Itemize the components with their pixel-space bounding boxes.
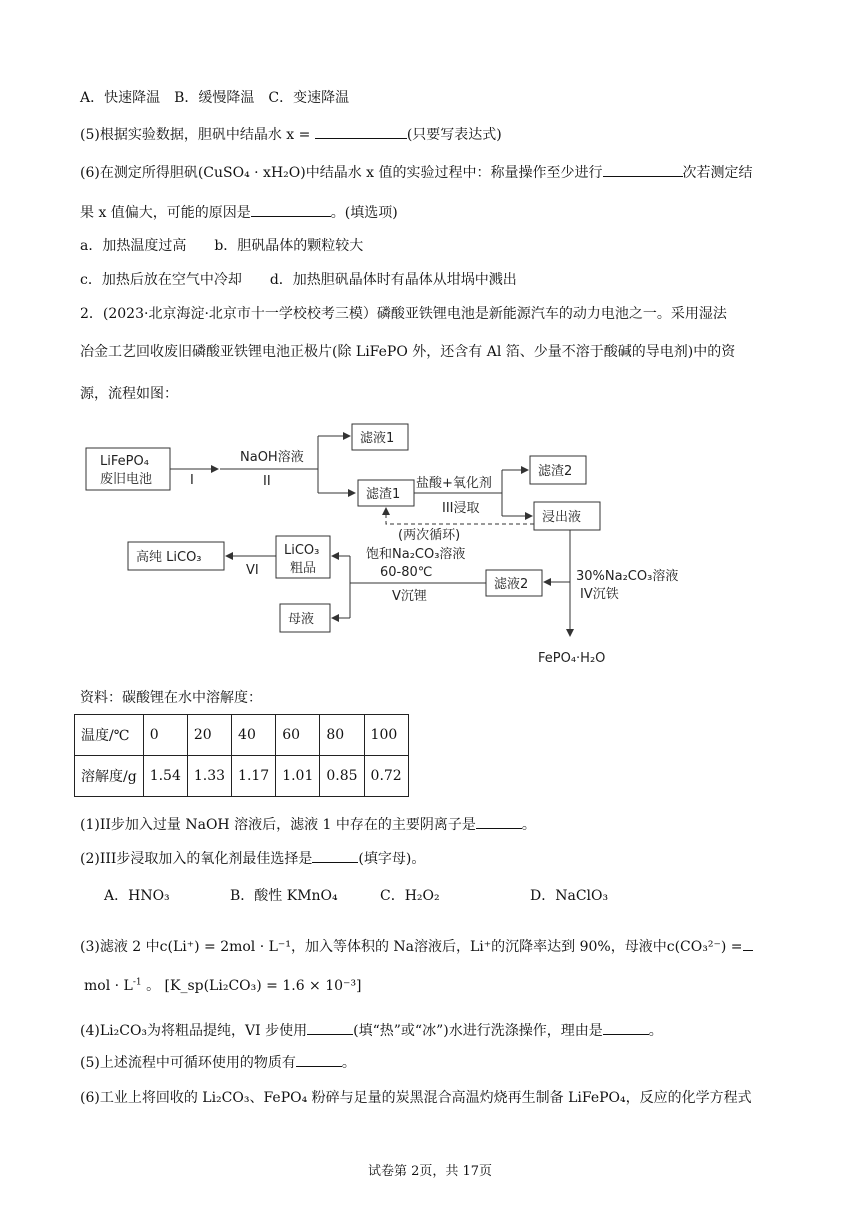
q6-text-b: )中结晶水 x 值的实验过程中：称量操作至少进行: [300, 165, 603, 181]
q4-text-b: (填“热”或“冰”)水进行洗涤操作，理由是: [353, 1023, 603, 1039]
q2-end: (填字母)。: [358, 851, 426, 867]
naoh-label: NaOH溶液: [240, 450, 304, 465]
q3-text-c: 溶液后，: [414, 939, 470, 955]
q4-end: 。: [648, 1023, 663, 1039]
q2-text: (2)III步浸取加入的氧化剂最佳选择是: [80, 851, 313, 867]
question-6-cont: [80, 202, 398, 223]
step5-label: V沉锂: [392, 589, 427, 604]
table-cell: 0.72: [364, 756, 408, 797]
table-cell: 80: [320, 715, 364, 756]
table-cell: 40: [232, 715, 276, 756]
subq-4: [80, 1020, 663, 1041]
answer-blank[interactable]: [251, 202, 331, 217]
step4-label: IV沉铁: [580, 587, 619, 602]
answer-blank[interactable]: [476, 814, 522, 829]
q6-text-d: 果 x 值偏大，可能的原因是: [80, 205, 251, 221]
subq-1: [80, 814, 536, 835]
subq-2: [80, 848, 425, 869]
question-2-intro-2: [80, 342, 735, 362]
choice-ab: a．加热温度过高 b．胆矾晶体的颗粒较大: [80, 238, 364, 254]
answer-blank[interactable]: [603, 162, 683, 177]
mother-label: 母液: [288, 612, 315, 627]
filtrate2-label: 滤液2: [494, 577, 529, 592]
table-cell: 1.01: [276, 756, 320, 797]
step6-label: VI: [246, 563, 259, 578]
table-cell: 溶解度/g: [75, 756, 144, 797]
option-b[interactable]: B．酸性 KMnO₄: [230, 888, 338, 904]
residue2-label: 滤渣2: [538, 464, 573, 479]
step1-label: I: [190, 473, 194, 488]
subq-3: [80, 936, 753, 957]
table-cell: 温度/℃: [75, 715, 144, 756]
q3-text-b: ，加入等体积的 Na: [290, 939, 414, 955]
fepo4-label: FePO₄·H₂O: [538, 651, 606, 666]
cycle-label: (两次循环): [398, 528, 461, 543]
answer-blank[interactable]: [296, 1052, 342, 1067]
answer-blank[interactable]: [743, 936, 753, 951]
table-row: [75, 715, 409, 756]
formula-ksp: [K_sp(Li₂CO₃) = 1.6 × 10⁻³]: [164, 978, 362, 994]
crude-label-1: LiCO₃: [284, 543, 320, 558]
table-cell: 1.54: [143, 756, 187, 797]
formula-li: Li⁺: [470, 939, 492, 955]
q5-end: 。: [341, 1055, 356, 1071]
subq-2-options: [104, 886, 608, 906]
q5-text: (5)上述流程中可循环使用的物质有: [80, 1055, 296, 1071]
filtrate1-label: 滤液1: [360, 431, 395, 446]
sat-label: 饱和Na₂CO₃溶液: [366, 547, 466, 562]
q1-text: (1)II步加入过量 NaOH 溶液后，滤液 1 中存在的主要阴离子是: [80, 817, 476, 833]
subq-3-cont: mol · $L^{-1}$ 。 [K_sp(Li₂CO₃) = 1.6 × 10⁻³]: [84, 977, 362, 994]
question-2-intro-3: 源，流程如图：: [80, 386, 178, 402]
na2co3-label: 30%Na₂CO₃溶液: [576, 569, 679, 584]
table-cell: 1.17: [232, 756, 276, 797]
process-flowchart: [80, 408, 720, 670]
table-cell: 60: [276, 715, 320, 756]
subq-5: [80, 1052, 356, 1073]
residue1-label: 滤渣1: [366, 487, 401, 502]
acid-label: 盐酸+氧化剂: [416, 476, 492, 491]
choice-cd: c．加热后放在空气中冷却 d．加热胆矾晶体时有晶体从坩埚中溅出: [80, 272, 517, 288]
lifepo4-label: LiFePO₄: [100, 454, 149, 469]
table-cell: 0: [143, 715, 187, 756]
formula-cco3: c(CO₃²⁻) =: [666, 939, 743, 955]
step3-label: III浸取: [442, 501, 480, 516]
table-cell: 20: [187, 715, 231, 756]
subq-6: (6)工业上将回收的 Li₂CO₃、FePO₄ 粉碎与足量的炭黑混合高温灼烧再生制备 LiFePO₄，反应的化学方程式: [80, 1090, 752, 1106]
q6-text-e: 。(填选项): [330, 205, 398, 221]
answer-blank[interactable]: [307, 1020, 353, 1035]
question-2-intro: 2．(2023·北京海淀·北京市十一学校校考三模）磷酸亚铁锂电池是新能源汽车的动力电池之一。采用湿法: [80, 306, 727, 322]
table-cell: 1.33: [187, 756, 231, 797]
question-6: [80, 162, 753, 183]
intro-text-a: 冶金工艺回收废旧磷酸亚铁锂电池正极片(除 LiFePO: [80, 344, 408, 360]
crude-label-2: 粗品: [290, 561, 317, 576]
q3-unit: mol · L: [84, 978, 133, 994]
answer-blank[interactable]: [315, 124, 407, 139]
question-5: [80, 124, 502, 145]
table-cell: 0.85: [320, 756, 364, 797]
q4-text-a: 为将粗品提纯，VI 步使用: [147, 1023, 308, 1039]
option-a[interactable]: A．HNO₃: [104, 888, 170, 904]
answer-blank[interactable]: [603, 1020, 649, 1035]
formula-cli: c(Li⁺) = 2mol · L⁻¹: [159, 939, 291, 955]
formula-cuso4: CuSO₄ · xH₂O: [203, 165, 301, 181]
table-cell: 100: [364, 715, 408, 756]
q1-end: 。: [521, 817, 536, 833]
q6-text-c: 次若测定结: [682, 165, 753, 181]
answer-blank[interactable]: [312, 848, 358, 863]
data-intro: 资料：碳酸锂在水中溶解度：: [80, 690, 262, 706]
option-c[interactable]: C．H₂O₂: [380, 888, 440, 904]
q3-text-d: 的沉降率达到 90%，母液中: [491, 939, 667, 955]
formula-li2co3: Li₂CO₃: [99, 1023, 148, 1039]
page-footer: 试卷第 2页，共 17页: [367, 1164, 493, 1179]
leach-label: 浸出液: [542, 510, 582, 525]
q5-note: (只要写表达式): [406, 127, 502, 143]
intro-text-b: 外，还含有 Al 箔、少量不溶于酸碱的导电剂)中的资: [407, 344, 736, 360]
q6-text-a: (6)在测定所得胆矾(: [80, 165, 204, 181]
q5-text: (5)根据实验数据，胆矾中结晶水 x =: [80, 127, 311, 143]
solubility-table: [74, 714, 409, 797]
table-row: [75, 756, 409, 797]
step2-label: II: [263, 474, 271, 489]
temp-label: 60-80℃: [380, 565, 433, 580]
options-line: A．快速降温 B．缓慢降温 C．变速降温: [80, 90, 350, 106]
product-label: 高纯 LiCO₃: [136, 550, 202, 565]
option-d[interactable]: D．NaClO₃: [530, 888, 609, 904]
q3-text-a: (3)滤液 2 中: [80, 939, 160, 955]
battery-label: 废旧电池: [100, 472, 153, 487]
q4-num: (4): [80, 1023, 100, 1039]
